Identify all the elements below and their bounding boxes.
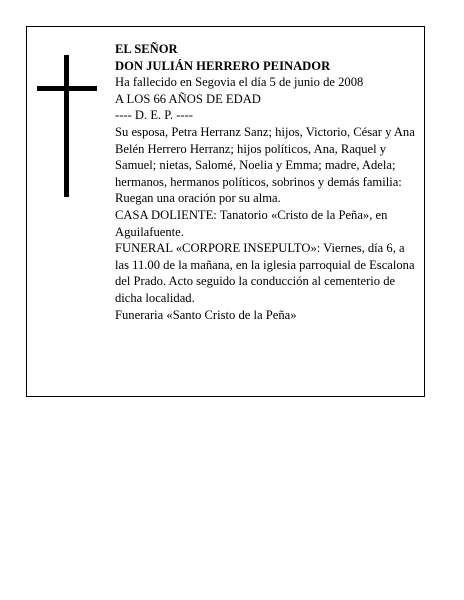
casa-doliente: CASA DOLIENTE: Tanatorio «Cristo de la Peña», en Aguilafuente.: [115, 207, 388, 239]
heading-title: EL SEÑOR: [115, 42, 178, 56]
obituary-notice: [26, 26, 425, 397]
cross-vertical-bar: [64, 55, 69, 197]
deceased-name: DON JULIÁN HERRERO PEINADOR: [115, 58, 331, 73]
age-statement: A LOS 66 AÑOS DE EDAD: [115, 91, 261, 106]
cross-horizontal-bar: [37, 86, 97, 91]
death-statement: Ha fallecido en Segovia el día 5 de junio de 2008: [115, 75, 364, 90]
funeraria-line: Funeraria «Santo Cristo de la Peña»: [115, 307, 297, 322]
prayer-line: Ruegan una oración por su alma.: [115, 191, 281, 206]
cross-icon: [37, 55, 97, 197]
rip-line: ---- D. E. P. ----: [115, 108, 193, 123]
family-paragraph: Su esposa, Petra Herranz Sanz; hijos, Victorio, César y Ana Belén Herrero Herranz; hijos políticos, Ana, Raquel y Samuel; nietas, Salomé, Noelia y Emma; madre, Adela; hermanos, hermanos políticos, sobrinos y demás familia:: [115, 124, 415, 189]
obituary-text: [115, 41, 415, 323]
funeral-paragraph: FUNERAL «CORPORE INSEPULTO»: Viernes, día 6, a las 11.00 de la mañana, en la iglesia parroquial de Escalona del Prado. Acto seguido la conducción al cementerio de dicha localidad.: [115, 241, 415, 305]
